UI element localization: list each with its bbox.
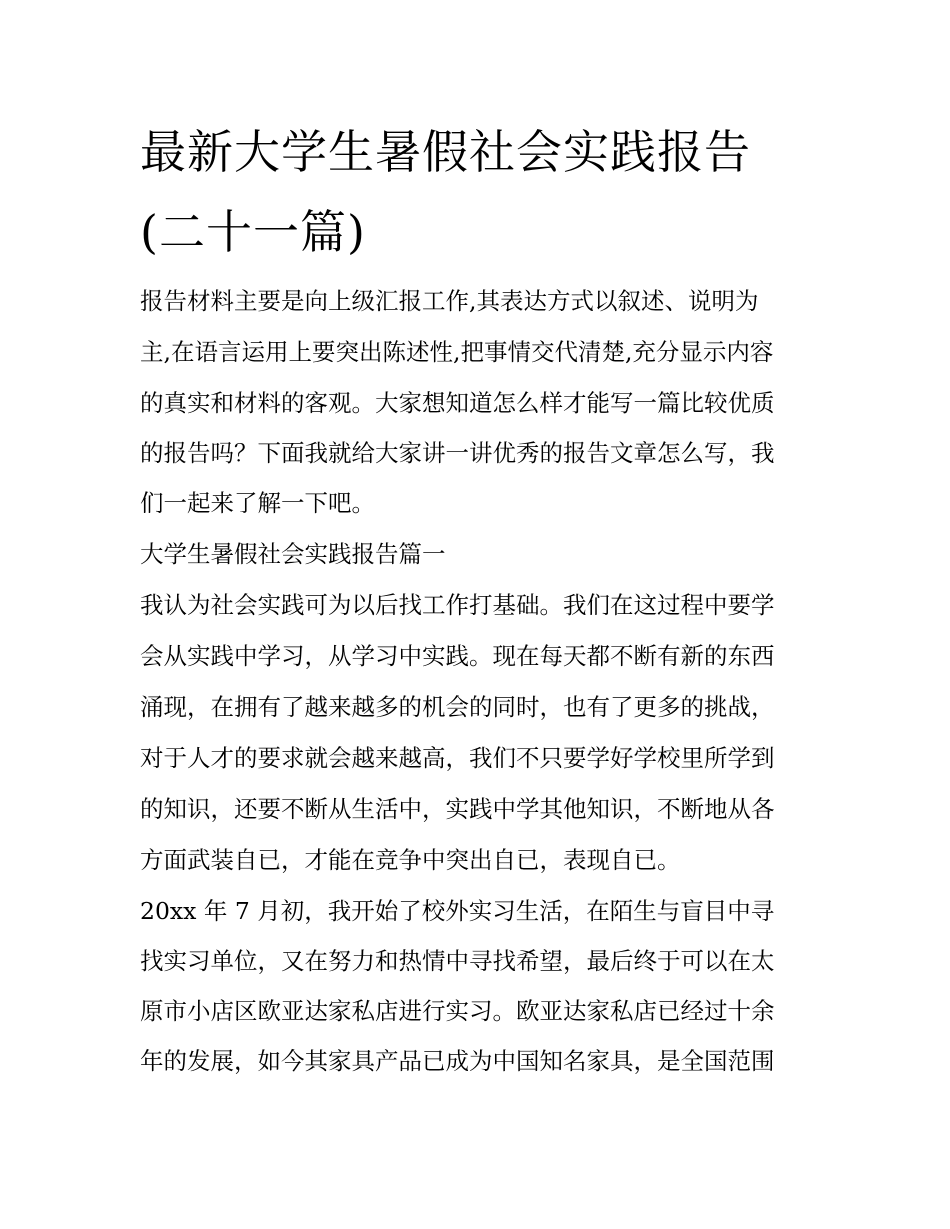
intro-line: 的真实和材料的客观。大家想知道怎么样才能写一篇比较优质 xyxy=(140,389,775,417)
body-line: 方面武装自已，才能在竞争中突出自已，表现自已。 xyxy=(140,846,681,874)
body-line: 的知识，还要不断从生活中，实践中学其他知识，不断地从各 xyxy=(140,795,775,823)
body-line: 原市小店区欧亚达家私店进行实习。欧亚达家私店已经过十余 xyxy=(140,997,775,1025)
body-line: 涌现，在拥有了越来越多的机会的同时，也有了更多的挑战， xyxy=(140,693,775,721)
body-line: 找实习单位，又在努力和热情中寻找希望，最后终于可以在太 xyxy=(140,947,775,975)
title-line: (二十一篇) xyxy=(140,205,366,259)
intro-line: 报告材料主要是向上级汇报工作,其表达方式以叙述、说明为 xyxy=(140,287,759,315)
body-line: 会从实践中学习，从学习中实践。现在每天都不断有新的东西 xyxy=(140,642,775,670)
body-line: 对于人才的要求就会越来越高，我们不只要学好学校里所学到 xyxy=(140,744,775,772)
intro-line: 的报告吗？下面我就给大家讲一讲优秀的报告文章怎么写，我 xyxy=(140,439,775,467)
title-line: 最新大学生暑假社会实践报告 xyxy=(140,125,751,179)
document-title xyxy=(140,112,820,272)
intro-line: 主,在语言运用上要突出陈述性,把事情交代清楚,充分显示内容 xyxy=(140,338,774,366)
body-line: 我认为社会实践可为以后找工作打基础。我们在这过程中要学 xyxy=(140,591,775,619)
body-line: 年的发展，如今其家具产品已成为中国知名家具，是全国范围 xyxy=(140,1047,775,1075)
intro-line: 们一起来了解一下吧。 xyxy=(140,489,375,517)
section-heading: 大学生暑假社会实践报告篇一 xyxy=(140,540,446,568)
body-line: 20xx 年 7 月初，我开始了校外实习生活，在陌生与盲目中寻 xyxy=(140,897,775,925)
